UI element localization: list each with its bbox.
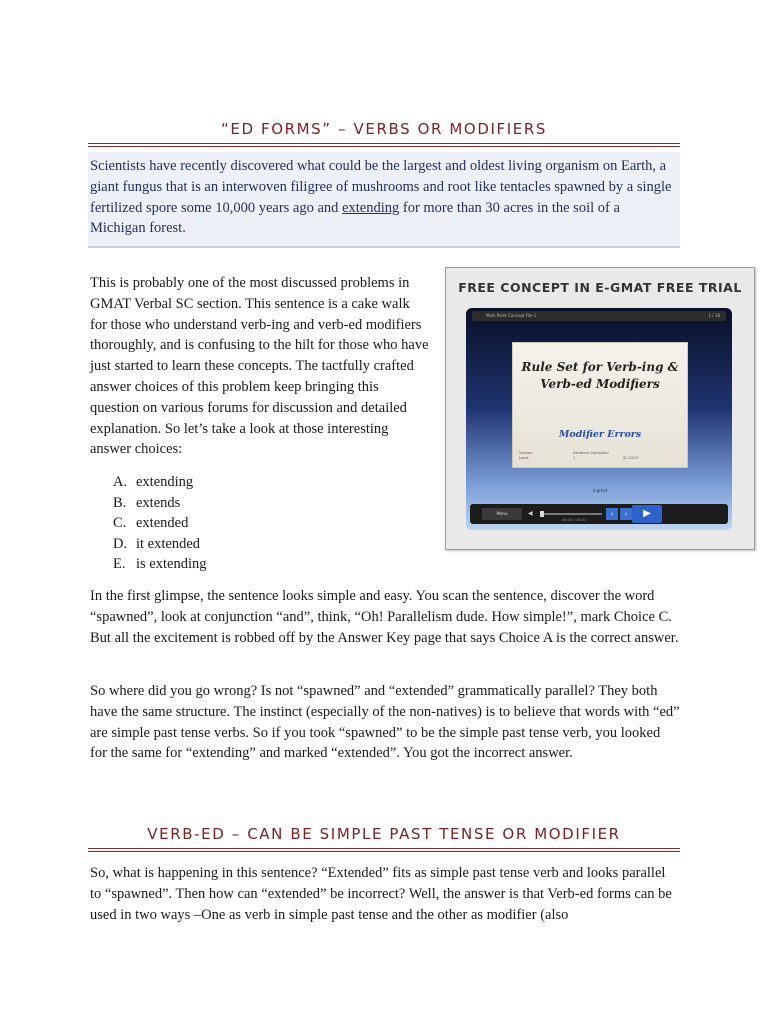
heading-rule (88, 851, 680, 852)
heading-rule (88, 146, 680, 147)
paragraph-what-is-happening (90, 863, 680, 925)
paragraph-where-wrong (90, 681, 680, 764)
question-stem-text-end: for more than 30 acres in the soil of a Michigan forest. (90, 199, 620, 237)
section-heading-ed-forms: “ED FORMS” – VERBS OR MODIFIERS (221, 120, 547, 138)
progress-scrubber[interactable] (540, 513, 602, 515)
paragraph-first-glimpse (90, 586, 680, 648)
choice-letter: D. (113, 535, 128, 552)
scrubber-handle[interactable] (540, 511, 544, 517)
heading-rule (88, 848, 680, 849)
answer-choices (113, 472, 206, 575)
play-icon[interactable]: ▶ (632, 505, 662, 523)
time-readout: 00:00 / 00:10 (562, 518, 586, 522)
next-icon[interactable]: › (620, 508, 632, 520)
choice-text: it extended (136, 535, 201, 552)
prev-icon[interactable]: ‹ (606, 508, 618, 520)
question-stem (88, 152, 680, 239)
player-title: Main Point Concept File 1 (486, 313, 537, 318)
menu-button[interactable]: Menu (482, 508, 522, 520)
answer-choice (113, 554, 206, 575)
intro-text: This is probably one of the most discussed problems in GMAT Verbal SC section. This sentence is a cake walk for those who understand verb-ing and verb-ed modifiers thoroughly, and is confusing to the hilt for those who have just started to learn these concepts. The tactfully crafted answer choices of this problem keep bringing this question on various forums for discussion and detailed explanation. So let’s take a look at those interesting answer choices: (90, 275, 429, 458)
heading-rule (88, 143, 680, 144)
paragraph-text: So where did you go wrong? Is not “spawned” and “extended” grammatically parallel? They both have the same structure. The instinct (especially of the non-natives) is to believe that words with “ed” are simple past tense verbs. So if you took “spawned” to be the simple past tense verb, you looked for the same for “extending” and marked “extended”. You got the incorrect answer. (90, 683, 680, 762)
slide-meta-values: Sentence Correction 1 (573, 451, 609, 460)
slide-meta-labels: Section: Level: (519, 451, 534, 460)
slide-title: Rule Set for Verb-ing & Verb-ed Modifiers (521, 360, 679, 391)
figure-caption: FREE CONCEPT IN E-GMAT FREE TRIAL (458, 280, 742, 295)
volume-icon[interactable]: ◀ (528, 510, 533, 517)
slide-subtitle: Modifier Errors (558, 429, 642, 440)
paragraph-text: So, what is happening in this sentence? “Extended” fits as simple past tense verb and looks parallel to “spawned”. Then how can “extended” be incorrect? Well, the answer is that Verb-ed forms can be used in two ways –One as verb in simple past tense and the other as modifier (also (90, 865, 672, 923)
question-stem-box (88, 152, 680, 248)
player-counter: 1 / 18 (708, 313, 720, 318)
section-heading-verb-ed: VERB-ED – CAN BE SIMPLE PAST TENSE OR MODIFIER (147, 825, 621, 843)
slide-meta-code: SC-GC07 (623, 456, 639, 460)
video-player (466, 308, 732, 530)
answer-choice (113, 534, 206, 555)
egmat-screenshot-figure (445, 267, 755, 550)
underlined-phrase: extending (342, 199, 400, 216)
question-stem-text: Scientists have recently discovered what could be the largest and oldest living organism on Earth, a giant fungus that is an interwoven filigree of mushrooms and root like tentacles spawned by a single fertilized spore some 10,000 years ago and (90, 158, 672, 216)
player-controls (470, 504, 728, 524)
choice-text: extending (136, 474, 194, 490)
answer-choice (113, 513, 206, 534)
answer-choice (113, 472, 206, 493)
egmat-logo: e-gmat (592, 488, 608, 493)
choice-letter: A. (113, 474, 128, 490)
slide (512, 342, 688, 468)
choice-letter: E. (113, 556, 126, 573)
intro-paragraph (90, 273, 430, 460)
answer-choice (113, 493, 206, 514)
player-title-bar (472, 311, 726, 321)
choice-text: is extending (136, 556, 207, 573)
paragraph-text: In the first glimpse, the sentence looks simple and easy. You scan the sentence, discover the word “spawned”, look at conjunction “and”, think, “Oh! Parallelism dude. How simple!”, mark Choice C. But all the excitement is robbed off by the Answer Key page that says Choice A is the correct answer. (90, 588, 679, 646)
choice-letter: C. (113, 515, 127, 532)
choice-text: extends (136, 494, 181, 511)
choice-text: extended (136, 515, 189, 532)
choice-letter: B. (113, 494, 127, 511)
